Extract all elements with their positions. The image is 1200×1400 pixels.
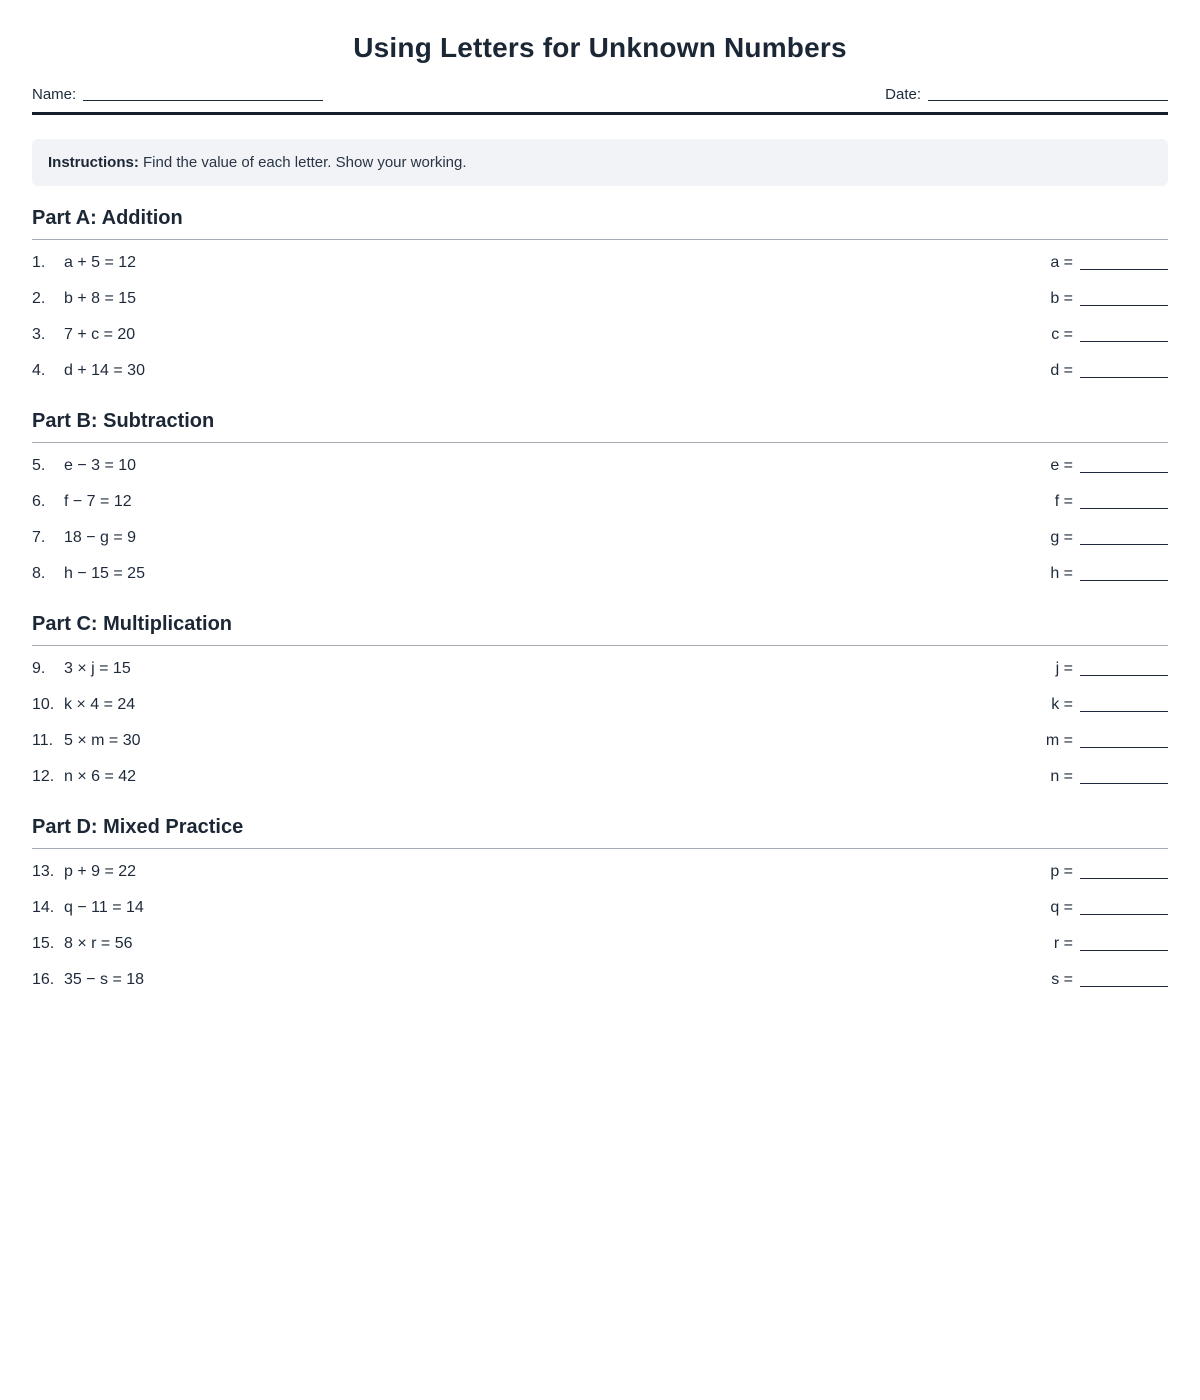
name-label: Name: <box>32 86 77 103</box>
answer-label: f = <box>1054 493 1073 510</box>
answer-blank-line[interactable] <box>1080 662 1168 676</box>
question-number: 9. <box>32 660 46 677</box>
question-number: 16. <box>32 971 55 988</box>
answer-group <box>1050 863 1168 881</box>
question-number: 1. <box>32 254 46 271</box>
answer-label: m = <box>1045 732 1073 749</box>
name-field-group <box>32 86 323 103</box>
question-row <box>32 520 1168 556</box>
page-title: Using Letters for Unknown Numbers <box>353 32 847 63</box>
question-row <box>32 317 1168 353</box>
answer-group <box>1050 254 1168 272</box>
answer-group <box>1054 935 1168 953</box>
name-blank-line[interactable] <box>83 100 323 101</box>
question-left <box>32 732 141 750</box>
question-row <box>32 651 1168 687</box>
answer-label: n = <box>1050 768 1073 785</box>
answer-group <box>1055 493 1168 511</box>
section-heading: Part D: Mixed Practice <box>32 816 1168 849</box>
question-equation: h − 15 = 25 <box>64 565 145 582</box>
question-number: 2. <box>32 290 46 307</box>
question-left <box>32 863 136 881</box>
question-number: 11. <box>32 732 54 749</box>
answer-label: g = <box>1050 529 1073 546</box>
question-equation: p + 9 = 22 <box>64 863 137 880</box>
question-left <box>32 565 145 583</box>
date-label: Date: <box>885 86 921 103</box>
question-left <box>32 529 136 547</box>
answer-label: c = <box>1051 326 1073 343</box>
answer-group <box>1051 971 1168 989</box>
answer-blank-line[interactable] <box>1080 698 1168 712</box>
answer-blank-line[interactable] <box>1080 256 1168 270</box>
answer-label: q = <box>1050 899 1073 916</box>
question-left <box>32 326 135 344</box>
answer-blank-line[interactable] <box>1080 567 1168 581</box>
question-equation: 8 × r = 56 <box>64 935 133 952</box>
question-row <box>32 962 1168 998</box>
question-number: 3. <box>32 326 46 343</box>
section-heading: Part A: Addition <box>32 207 1168 240</box>
question-number: 13. <box>32 863 55 880</box>
answer-blank-line[interactable] <box>1080 865 1168 879</box>
question-row <box>32 245 1168 281</box>
answer-blank-line[interactable] <box>1080 459 1168 473</box>
answer-group <box>1056 660 1168 678</box>
answer-blank-line[interactable] <box>1080 901 1168 915</box>
question-equation: b + 8 = 15 <box>64 290 137 307</box>
answer-label: a = <box>1050 254 1073 271</box>
question-left <box>32 362 145 380</box>
instructions-label: Instructions: <box>48 154 139 171</box>
question-row <box>32 556 1168 592</box>
question-row <box>32 484 1168 520</box>
question-equation: k × 4 = 24 <box>64 696 136 713</box>
question-row <box>32 926 1168 962</box>
question-equation: f − 7 = 12 <box>64 493 132 510</box>
question-equation: n × 6 = 42 <box>64 768 137 785</box>
answer-blank-line[interactable] <box>1080 495 1168 509</box>
question-number: 15. <box>32 935 55 952</box>
question-number: 5. <box>32 457 46 474</box>
answer-label: h = <box>1050 565 1073 582</box>
question-left <box>32 290 136 308</box>
answer-group <box>1050 768 1168 786</box>
instructions-text: Find the value of each letter. Show your working. <box>138 154 467 171</box>
answer-blank-line[interactable] <box>1080 364 1168 378</box>
answer-label: s = <box>1051 971 1073 988</box>
question-equation: 35 − s = 18 <box>64 971 145 988</box>
question-number: 7. <box>32 529 46 546</box>
question-equation: a + 5 = 12 <box>64 254 137 271</box>
worksheet-section <box>32 816 1168 998</box>
answer-group <box>1051 696 1168 714</box>
answer-label: e = <box>1050 457 1073 474</box>
question-left <box>32 660 131 678</box>
question-number: 6. <box>32 493 46 510</box>
answer-group <box>1050 529 1168 547</box>
answer-label: b = <box>1050 290 1073 307</box>
question-left <box>32 971 144 989</box>
answer-blank-line[interactable] <box>1080 973 1168 987</box>
answer-label: r = <box>1053 935 1073 952</box>
question-left <box>32 768 136 786</box>
worksheet-section <box>32 613 1168 795</box>
question-equation: 3 × j = 15 <box>64 660 131 677</box>
question-number: 14. <box>32 899 55 916</box>
answer-blank-line[interactable] <box>1080 770 1168 784</box>
question-equation: d + 14 = 30 <box>64 362 145 379</box>
question-equation: q − 11 = 14 <box>64 899 144 916</box>
question-number: 4. <box>32 362 46 379</box>
answer-group <box>1051 326 1168 344</box>
question-left <box>32 899 144 917</box>
question-row <box>32 448 1168 484</box>
answer-blank-line[interactable] <box>1080 734 1168 748</box>
question-list <box>32 651 1168 795</box>
answer-group <box>1050 290 1168 308</box>
answer-group <box>1050 457 1168 475</box>
question-left <box>32 935 133 953</box>
question-row <box>32 723 1168 759</box>
date-field-group <box>885 86 1168 103</box>
question-row <box>32 890 1168 926</box>
question-left <box>32 493 132 511</box>
answer-blank-line[interactable] <box>1080 937 1168 951</box>
question-number: 12. <box>32 768 55 785</box>
question-number: 10. <box>32 696 55 713</box>
answer-label: p = <box>1050 863 1073 880</box>
answer-group <box>1050 565 1168 583</box>
header-divider <box>32 112 1168 115</box>
question-row <box>32 854 1168 890</box>
question-left <box>32 696 135 714</box>
question-left <box>32 254 136 272</box>
worksheet-section <box>32 410 1168 592</box>
answer-label: d = <box>1050 362 1073 379</box>
question-equation: 5 × m = 30 <box>64 732 141 749</box>
question-list <box>32 448 1168 592</box>
question-list <box>32 245 1168 389</box>
question-row <box>32 353 1168 389</box>
instructions-box <box>32 139 1168 186</box>
answer-blank-line[interactable] <box>1080 328 1168 342</box>
question-list <box>32 854 1168 998</box>
question-equation: 18 − g = 9 <box>64 529 137 546</box>
question-equation: e − 3 = 10 <box>64 457 137 474</box>
question-number: 8. <box>32 565 46 582</box>
answer-label: k = <box>1051 696 1073 713</box>
name-date-row <box>32 86 1168 103</box>
answer-group <box>1050 362 1168 380</box>
question-row <box>32 687 1168 723</box>
question-equation: 7 + c = 20 <box>64 326 136 343</box>
section-heading: Part C: Multiplication <box>32 613 1168 646</box>
question-row <box>32 281 1168 317</box>
section-heading: Part B: Subtraction <box>32 410 1168 443</box>
worksheet-sections <box>32 207 1168 998</box>
answer-label: j = <box>1055 660 1073 677</box>
answer-group <box>1050 899 1168 917</box>
worksheet-section <box>32 207 1168 389</box>
answer-blank-line[interactable] <box>1080 531 1168 545</box>
question-left <box>32 457 136 475</box>
answer-blank-line[interactable] <box>1080 292 1168 306</box>
question-row <box>32 759 1168 795</box>
date-blank-line[interactable] <box>928 100 1168 101</box>
answer-group <box>1046 732 1168 750</box>
